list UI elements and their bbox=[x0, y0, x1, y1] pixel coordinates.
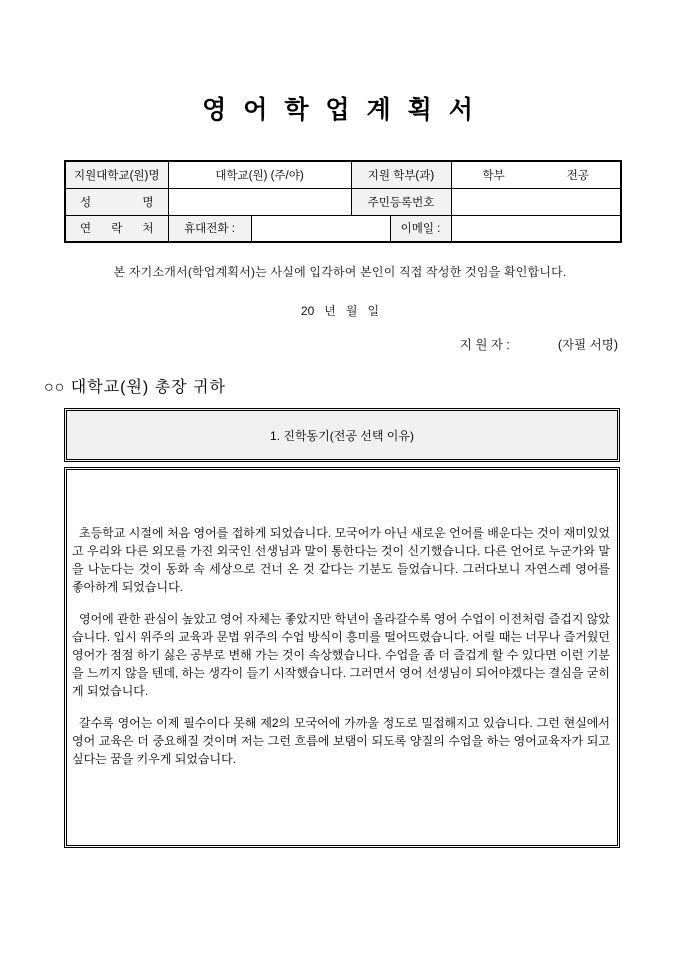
essay-box bbox=[64, 467, 620, 848]
table-row bbox=[65, 215, 621, 242]
department-sub-label-left: 학부 bbox=[482, 169, 505, 182]
name-value-cell bbox=[168, 188, 351, 215]
contact-label-cell: 연 락 처 bbox=[65, 215, 168, 242]
department-sub-label-right: 전공 bbox=[566, 169, 589, 182]
name-label-cell: 성 명 bbox=[65, 188, 168, 215]
essay-paragraph: 영어에 관한 관심이 높았고 영어 자체는 좋았지만 학년이 올라갈수록 영어 수업이 이전처럼 즐겁지 않았습니다. 입시 위주의 교육과 문법 위주의 수업 방식이 흥미를 떨어뜨렸습니다. 어릴 때는 너무나 즐거웠던 영어가 점점 하기 싫은 공부로 변해 가는 것이 속상했습니다. 수업을 좀 더 즐겁게 할 수 있다면 이런 기분을 느끼지 않을 텐데, 하는 생각이 들기 시작했습니다. 그러면서 영어 선생님이 되어야겠다는 결심을 굳히게 되었습니다. bbox=[72, 612, 610, 698]
email-label-cell: 이메일 : bbox=[390, 215, 451, 242]
date-line: 20 년 월 일 bbox=[300, 304, 380, 318]
essay-paragraph: 갈수록 영어는 이제 필수이다 못해 제2의 모국어에 가까울 정도로 밀접해지고 있습니다. 그런 현실에서 영어 교육은 더 중요해질 것이며 저는 그런 흐름에 보탬이 되도록 양질의 수업을 하는 영어교육자가 되고 싶다는 꿈을 키우게 되었습니다. bbox=[72, 716, 610, 766]
phone-label-cell: 휴대전화 : bbox=[168, 215, 251, 242]
university-label-cell: 지원대학교(원)명 bbox=[65, 161, 168, 188]
phone-value-cell bbox=[251, 215, 390, 242]
recipient-line: ○○ 대학교(원) 총장 귀하 bbox=[44, 379, 226, 396]
applicant-signature-line bbox=[460, 335, 618, 353]
rrn-value-cell bbox=[451, 188, 621, 215]
essay-paragraph: 초등학교 시절에 처음 영어를 접하게 되었습니다. 모국어가 아닌 새로운 언어를 배운다는 것이 재미있었고 우리와 다른 외모를 가진 외국인 선생님과 말이 통한다는 것이 신기했습니다. 다른 언어로 누군가와 말을 나눈다는 것이 동화 속 세상으로 건너 온 것 같다는 기분도 들었습니다. 그러다보니 자연스레 영어를 좋아하게 되었습니다. bbox=[72, 526, 610, 594]
confirmation-statement: 본 자기소개서(학업계획서)는 사실에 입각하여 본인이 직접 작성한 것임을 확인합니다. bbox=[113, 265, 567, 279]
table-row bbox=[65, 188, 621, 215]
document-title: 영 어 학 업 계 획 서 bbox=[202, 96, 478, 124]
section-heading: 1. 진학동기(전공 선택 이유) bbox=[270, 428, 414, 443]
table-row bbox=[65, 161, 621, 188]
signature-note: (자필 서명) bbox=[557, 338, 618, 352]
department-label-cell: 지원 학부(과) bbox=[351, 161, 451, 188]
section-heading-box bbox=[64, 408, 620, 462]
department-value-cell bbox=[451, 161, 621, 188]
applicant-info-table bbox=[64, 160, 622, 243]
rrn-label-cell: 주민등록번호 bbox=[351, 188, 451, 215]
email-value-cell bbox=[451, 215, 621, 242]
applicant-label: 지 원 자 : bbox=[459, 338, 510, 352]
university-value-cell: 대학교(원) (주/야) bbox=[168, 161, 351, 188]
